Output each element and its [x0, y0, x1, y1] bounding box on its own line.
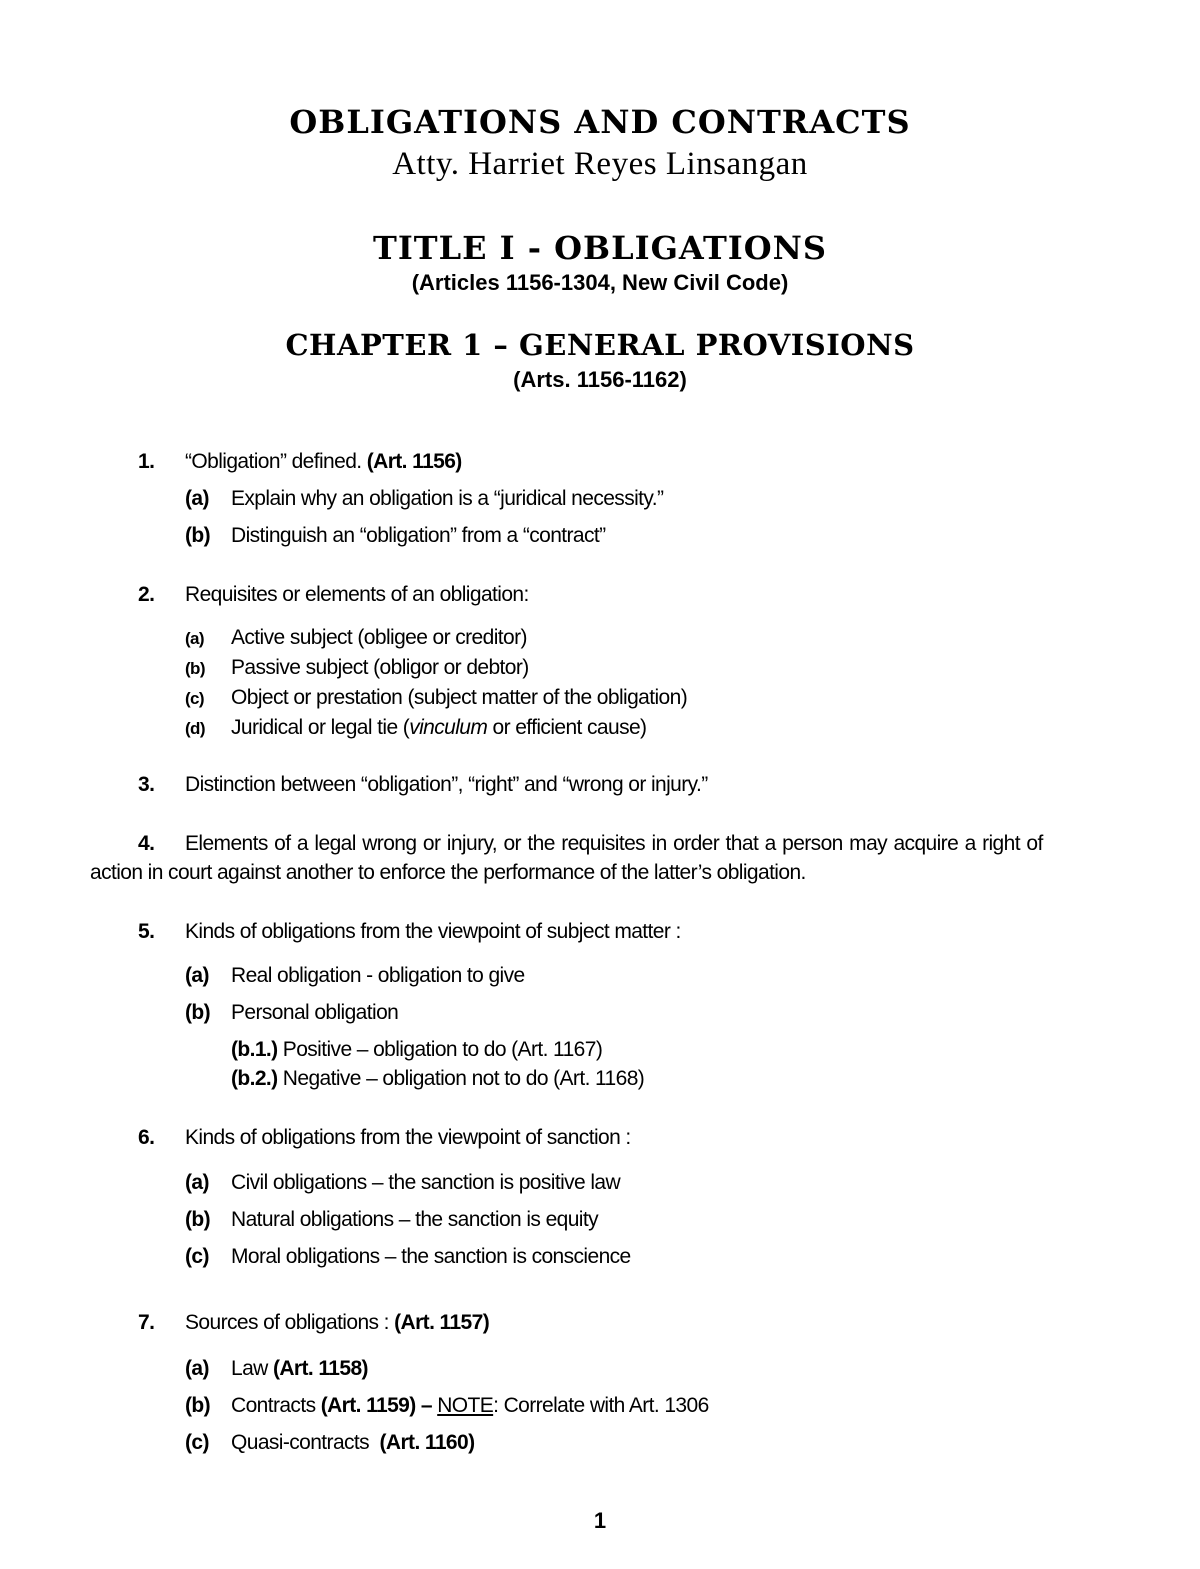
item-number: 7. — [138, 1311, 155, 1334]
sub-item-text: Passive subject (obligor or debtor) — [231, 656, 529, 679]
sub-item-label: (c) — [185, 1431, 209, 1454]
sub-item-text-main: Quasi-contracts — [231, 1431, 380, 1454]
item-text-main: Sources of obligations : — [185, 1311, 395, 1334]
sub-item-6c — [0, 1245, 1200, 1275]
sub-item-5a — [0, 964, 1200, 994]
item-text: Distinction between “obligation”, “right” and “wrong or injury.” — [185, 773, 708, 796]
article-reference: (Art. 1156) — [366, 450, 462, 473]
sub-item-label: (c) — [185, 689, 204, 708]
sub-item-label: (a) — [185, 629, 204, 648]
sub-item-label: (b) — [185, 1394, 211, 1417]
sub-item-text: Distinguish an “obligation” from a “contract” — [231, 524, 606, 547]
sub-item-text — [231, 716, 646, 740]
sub-item-text-pre: Juridical or legal tie ( — [231, 716, 410, 739]
sub-item-label: (b) — [185, 1208, 211, 1231]
item-number: 2. — [138, 583, 155, 606]
list-item-1 — [0, 450, 1200, 480]
sub-item-5b — [0, 1001, 1200, 1031]
sub-item-text: Moral obligations – the sanction is conscience — [231, 1245, 631, 1268]
sub-item-7a — [0, 1357, 1200, 1387]
list-item-4-continuation — [0, 861, 1200, 891]
sub-item-2b — [0, 656, 1200, 686]
item-number: 6. — [138, 1126, 155, 1149]
sub-item-label: (a) — [185, 1357, 209, 1380]
article-reference: (Art. 1160) — [379, 1431, 475, 1454]
sub-item-text: Civil obligations – the sanction is positive law — [231, 1171, 621, 1194]
item-text-line-1: Elements of a legal wrong or injury, or the requisites in order that a person may acquire a right of — [185, 832, 1043, 855]
article-reference: (Art. 1157) — [394, 1311, 490, 1334]
sub-item-text: Real obligation - obligation to give — [231, 964, 525, 987]
chapter-title: CHAPTER 1 – GENERAL PROVISIONS — [285, 328, 915, 362]
item-number: 5. — [138, 920, 155, 943]
item-text: Kinds of obligations from the viewpoint of subject matter : — [185, 920, 681, 943]
item-text: Requisites or elements of an obligation: — [185, 583, 529, 606]
item-number: 4. — [138, 832, 155, 855]
sub-sub-item-text: Negative – obligation not to do (Art. 1168) — [277, 1067, 645, 1090]
part-title: TITLE I - OBLIGATIONS — [373, 229, 827, 267]
sub-item-text — [231, 1357, 368, 1381]
sub-sub-item — [231, 1067, 644, 1091]
sub-item-text-main: Law — [231, 1357, 273, 1380]
item-text-line-2: action in court against another to enforce the performance of the latter’s obligation. — [90, 861, 806, 884]
list-item-2 — [0, 583, 1200, 613]
sub-item-text: Active subject (obligee or creditor) — [231, 626, 527, 649]
sub-item-text — [231, 1431, 474, 1455]
sub-item-label: (b) — [185, 659, 205, 678]
page-number: 1 — [593, 1508, 607, 1533]
sub-item-1a — [0, 487, 1200, 517]
sub-item-text: Natural obligations – the sanction is equity — [231, 1208, 599, 1231]
sub-item-2a — [0, 626, 1200, 656]
item-text — [185, 1311, 489, 1335]
sub-item-label: (c) — [185, 1245, 209, 1268]
sub-item-2c — [0, 686, 1200, 716]
sub-sub-item-text: Positive – obligation to do (Art. 1167) — [277, 1038, 603, 1061]
sub-sub-item-label: (b.1.) — [231, 1038, 278, 1061]
list-item-6 — [0, 1126, 1200, 1156]
sub-item-7c — [0, 1431, 1200, 1461]
sub-item-label: (d) — [185, 719, 205, 738]
list-item-5 — [0, 920, 1200, 950]
sub-item-label: (b) — [185, 524, 211, 547]
note-label: NOTE — [437, 1394, 494, 1417]
part-subtitle: (Articles 1156-1304, New Civil Code) — [411, 270, 789, 295]
item-text-main: “Obligation” defined. — [185, 450, 367, 473]
sub-item-1b — [0, 524, 1200, 554]
sub-item-text: Personal obligation — [231, 1001, 399, 1024]
sub-item-2d — [0, 716, 1200, 746]
sub-sub-item-label: (b.2.) — [231, 1067, 278, 1090]
sub-item-text-italic: vinculum — [409, 716, 488, 739]
item-text — [185, 450, 462, 474]
sub-item-6a — [0, 1171, 1200, 1201]
list-item-7 — [0, 1311, 1200, 1341]
sub-item-text — [231, 1394, 709, 1418]
item-number: 3. — [138, 773, 155, 796]
article-reference: (Art. 1159) – — [320, 1394, 438, 1417]
item-text: Kinds of obligations from the viewpoint of sanction : — [185, 1126, 631, 1149]
list-item-3 — [0, 773, 1200, 803]
sub-sub-item — [231, 1038, 602, 1062]
sub-item-label: (a) — [185, 487, 209, 510]
sub-item-6b — [0, 1208, 1200, 1238]
sub-item-text: Object or prestation (subject matter of the obligation) — [231, 686, 688, 709]
author-name: Atty. Harriet Reyes Linsangan — [392, 146, 808, 182]
document-title: OBLIGATIONS AND CONTRACTS — [289, 103, 911, 141]
list-item-4 — [0, 832, 1200, 862]
sub-sub-item-5b1 — [0, 1038, 1200, 1068]
sub-item-text: Explain why an obligation is a “juridical necessity.” — [231, 487, 664, 510]
sub-item-label: (a) — [185, 1171, 209, 1194]
sub-item-label: (a) — [185, 964, 209, 987]
sub-item-label: (b) — [185, 1001, 211, 1024]
sub-item-7b — [0, 1394, 1200, 1424]
item-number: 1. — [138, 450, 155, 473]
note-text: : Correlate with Art. 1306 — [493, 1394, 709, 1417]
sub-sub-item-5b2 — [0, 1067, 1200, 1097]
article-reference: (Art. 1158) — [272, 1357, 368, 1380]
sub-item-text-main: Contracts — [231, 1394, 321, 1417]
chapter-subtitle: (Arts. 1156-1162) — [513, 367, 687, 392]
sub-item-text-post: or efficient cause) — [487, 716, 647, 739]
